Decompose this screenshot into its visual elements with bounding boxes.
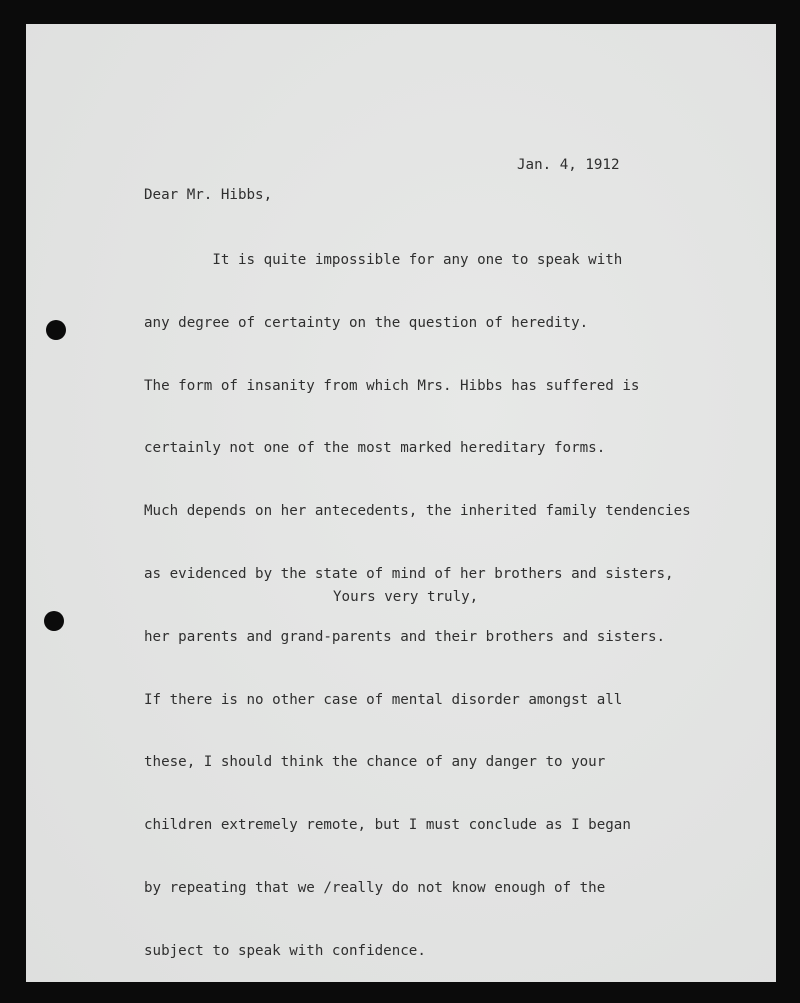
letter-salutation: Dear Mr. Hibbs, — [144, 187, 273, 203]
body-line: her parents and grand-parents and their brothers and sisters. — [144, 628, 666, 645]
body-line: If there is no other case of mental disorder amongst all — [144, 691, 623, 708]
body-line: It is quite impossible for any one to speak with — [144, 252, 623, 268]
body-line: any degree of certainty on the question of heredity. — [144, 314, 589, 331]
body-line: The form of insanity from which Mrs. Hibbs has suffered is — [144, 377, 640, 394]
body-line: Much depends on her antecedents, the inherited family tendencies — [144, 503, 691, 520]
body-line: by repeating that we /really do not know enough of the — [144, 879, 606, 896]
punch-hole-bottom — [44, 611, 64, 631]
body-line: children extremely remote, but I must conclude as I began — [144, 817, 631, 834]
letter-date: Jan. 4, 1912 — [517, 157, 620, 173]
punch-hole-top — [46, 320, 66, 340]
body-line: certainly not one of the most marked hereditary forms. — [144, 440, 606, 457]
body-line: as evidenced by the state of mind of her brothers and sisters, — [144, 565, 674, 582]
body-line: these, I should think the chance of any danger to your — [144, 754, 606, 771]
letter-closing: Yours very truly, — [333, 589, 479, 605]
body-line: subject to speak with confidence. — [144, 942, 426, 959]
